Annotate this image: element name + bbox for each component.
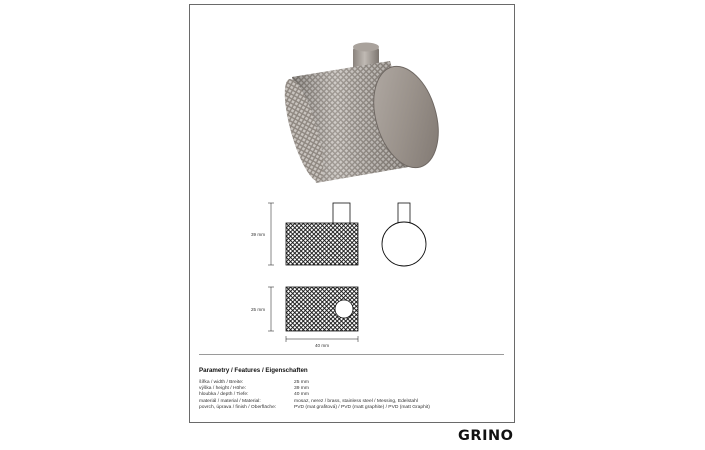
param-label: výška / height / Höhe: — [199, 386, 247, 392]
param-value: mosaz, nerez / brass, stainless steel / Messing, Edelstahl — [294, 398, 418, 404]
technical-drawings — [246, 191, 446, 351]
height-dimension-label: 39 mm — [251, 232, 266, 237]
param-label: materiál / material / Material: — [199, 398, 261, 404]
param-value: 25 mm — [294, 380, 309, 385]
section-divider — [199, 354, 504, 355]
top-view-drawing — [268, 287, 358, 342]
param-label: hloubka / depth / Tiefe: — [199, 392, 249, 398]
param-value: 39 mm — [294, 386, 309, 392]
param-label: šířka / width / Breite: — [199, 380, 244, 385]
side-view-drawing — [268, 203, 358, 265]
param-label: povrch, úprava / finish / Oberfläche: — [199, 404, 277, 410]
brand-name: GRINO — [458, 428, 514, 444]
product-sheet — [189, 4, 515, 423]
depth-dimension-label: 40 mm — [315, 343, 330, 348]
parameters-title: Parametry / Features / Eigenschaften — [199, 367, 308, 374]
param-value: 40 mm — [294, 392, 309, 398]
end-view-drawing — [382, 203, 426, 266]
width-dimension-label: 25 mm — [251, 307, 266, 312]
param-value: PVD (mat grafitová) / PVD (matt graphite) / PVD (matt Graphit) — [294, 404, 430, 410]
product-photo — [270, 33, 440, 198]
